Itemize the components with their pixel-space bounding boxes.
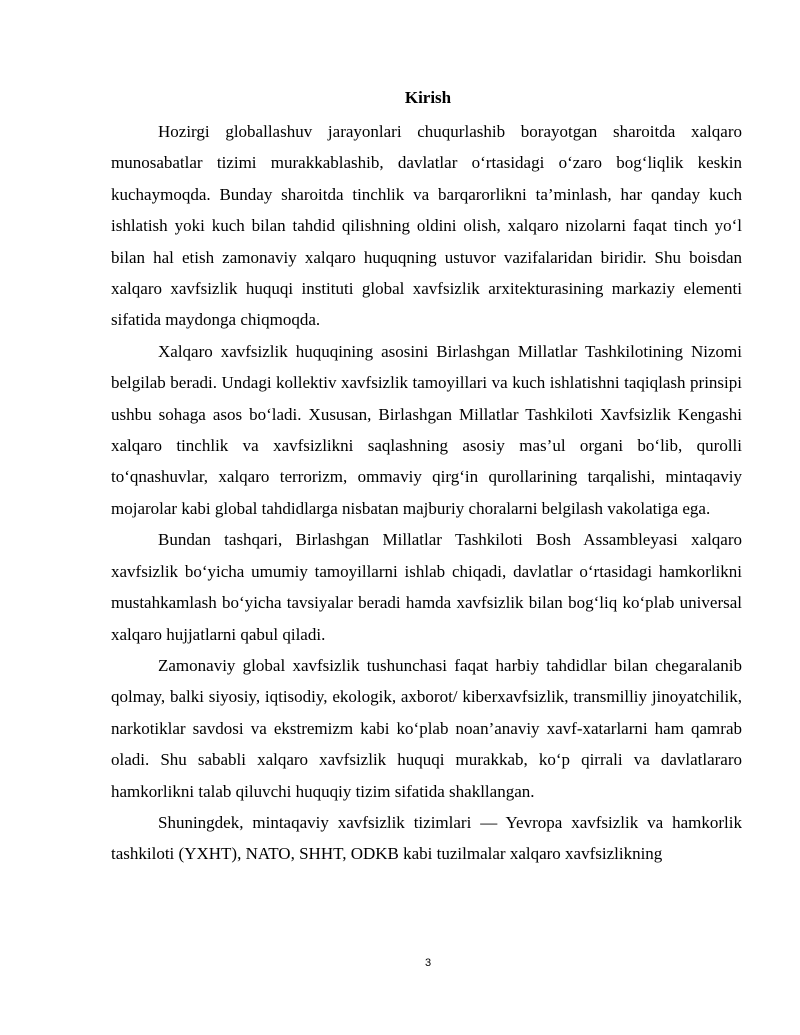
paragraph: Xalqaro xavfsizlik huquqining asosini Birlashgan Millatlar Tashkilotining Nizomi belgilab beradi. Undagi kollektiv xavfsizlik tamoyillari va kuch ishlatishni taqiqlash prinsipi ushbu sohaga asos bo‘ladi. Xususan, Birlashgan Millatlar Tashkiloti Xavfsizlik Kengashi xalqaro tinchlik va xavfsizlikni saqlashning asosiy mas’ul organi bo‘lib, qurolli to‘qnashuvlar, xalqaro terrorizm, ommaviy qirg‘in qurollarining tarqalishi, mintaqaviy mojarolar kabi global tahdidlarga nisbatan majburiy choralarni belgilash vakolatiga ega. [111, 341, 742, 518]
section-title: Kirish [404, 88, 452, 107]
paragraph: Shuningdek, mintaqaviy xavfsizlik tizimlari — Yevropa xavfsizlik va hamkorlik tashkiloti (YXHT), NATO, SHHT, ODKB kabi tuzilmalar xalqaro xavfsizlikning [111, 812, 742, 864]
paragraph: Zamonaviy global xavfsizlik tushunchasi faqat harbiy tahdidlar bilan chegaralanib qolmay, balki siyosiy, iqtisodiy, ekologik, axborot/ kiberxavfsizlik, transmilliy jinoyatchilik, narkotiklar savdosi va ekstremizm kabi ko‘plab noan’anaviy xavf-xatarlarni ham qamrab oladi. Shu sababli xalqaro xavfsizlik huquqi murakkab, ko‘p qirrali va davlatlararo hamkorlikni talab qiluvchi huquqiy tizim sifatida shakllangan. [111, 655, 742, 801]
paragraph: Bundan tashqari, Birlashgan Millatlar Tashkiloti Bosh Assambleyasi xalqaro xavfsizlik bo‘yicha umumiy tamoyillarni ishlab chiqadi, davlatlar o‘rtasidagi hamkorlikni mustahkamlash bo‘yicha tavsiyalar beradi hamda xavfsizlik bilan bog‘liq ko‘plab universal xalqaro hujjatlarni qabul qiladi. [111, 530, 742, 644]
paragraph: Hozirgi globallashuv jarayonlari chuqurlashib borayotgan sharoitda xalqaro munosabatlar tizimi murakkablashib, davlatlar o‘rtasidagi o‘zaro bog‘liqlik keskin kuchaymoqda. Bunday sharoitda tinchlik va barqarorlikni ta’minlash, har qanday kuch ishlatish yoki kuch bilan tahdid qilishning oldini olish, xalqaro nizolarni faqat tinch yo‘l bilan hal etish zamonaviy xalqaro huquqning ustuvor vazifalaridan biridir. Shu boisdan xalqaro xavfsizlik huquqi instituti global xavfsizlik arxitekturasining markaziy elementi sifatida maydonga chiqmoqda. [111, 122, 742, 330]
page-number: 3 [424, 957, 432, 969]
document-body [111, 116, 742, 870]
